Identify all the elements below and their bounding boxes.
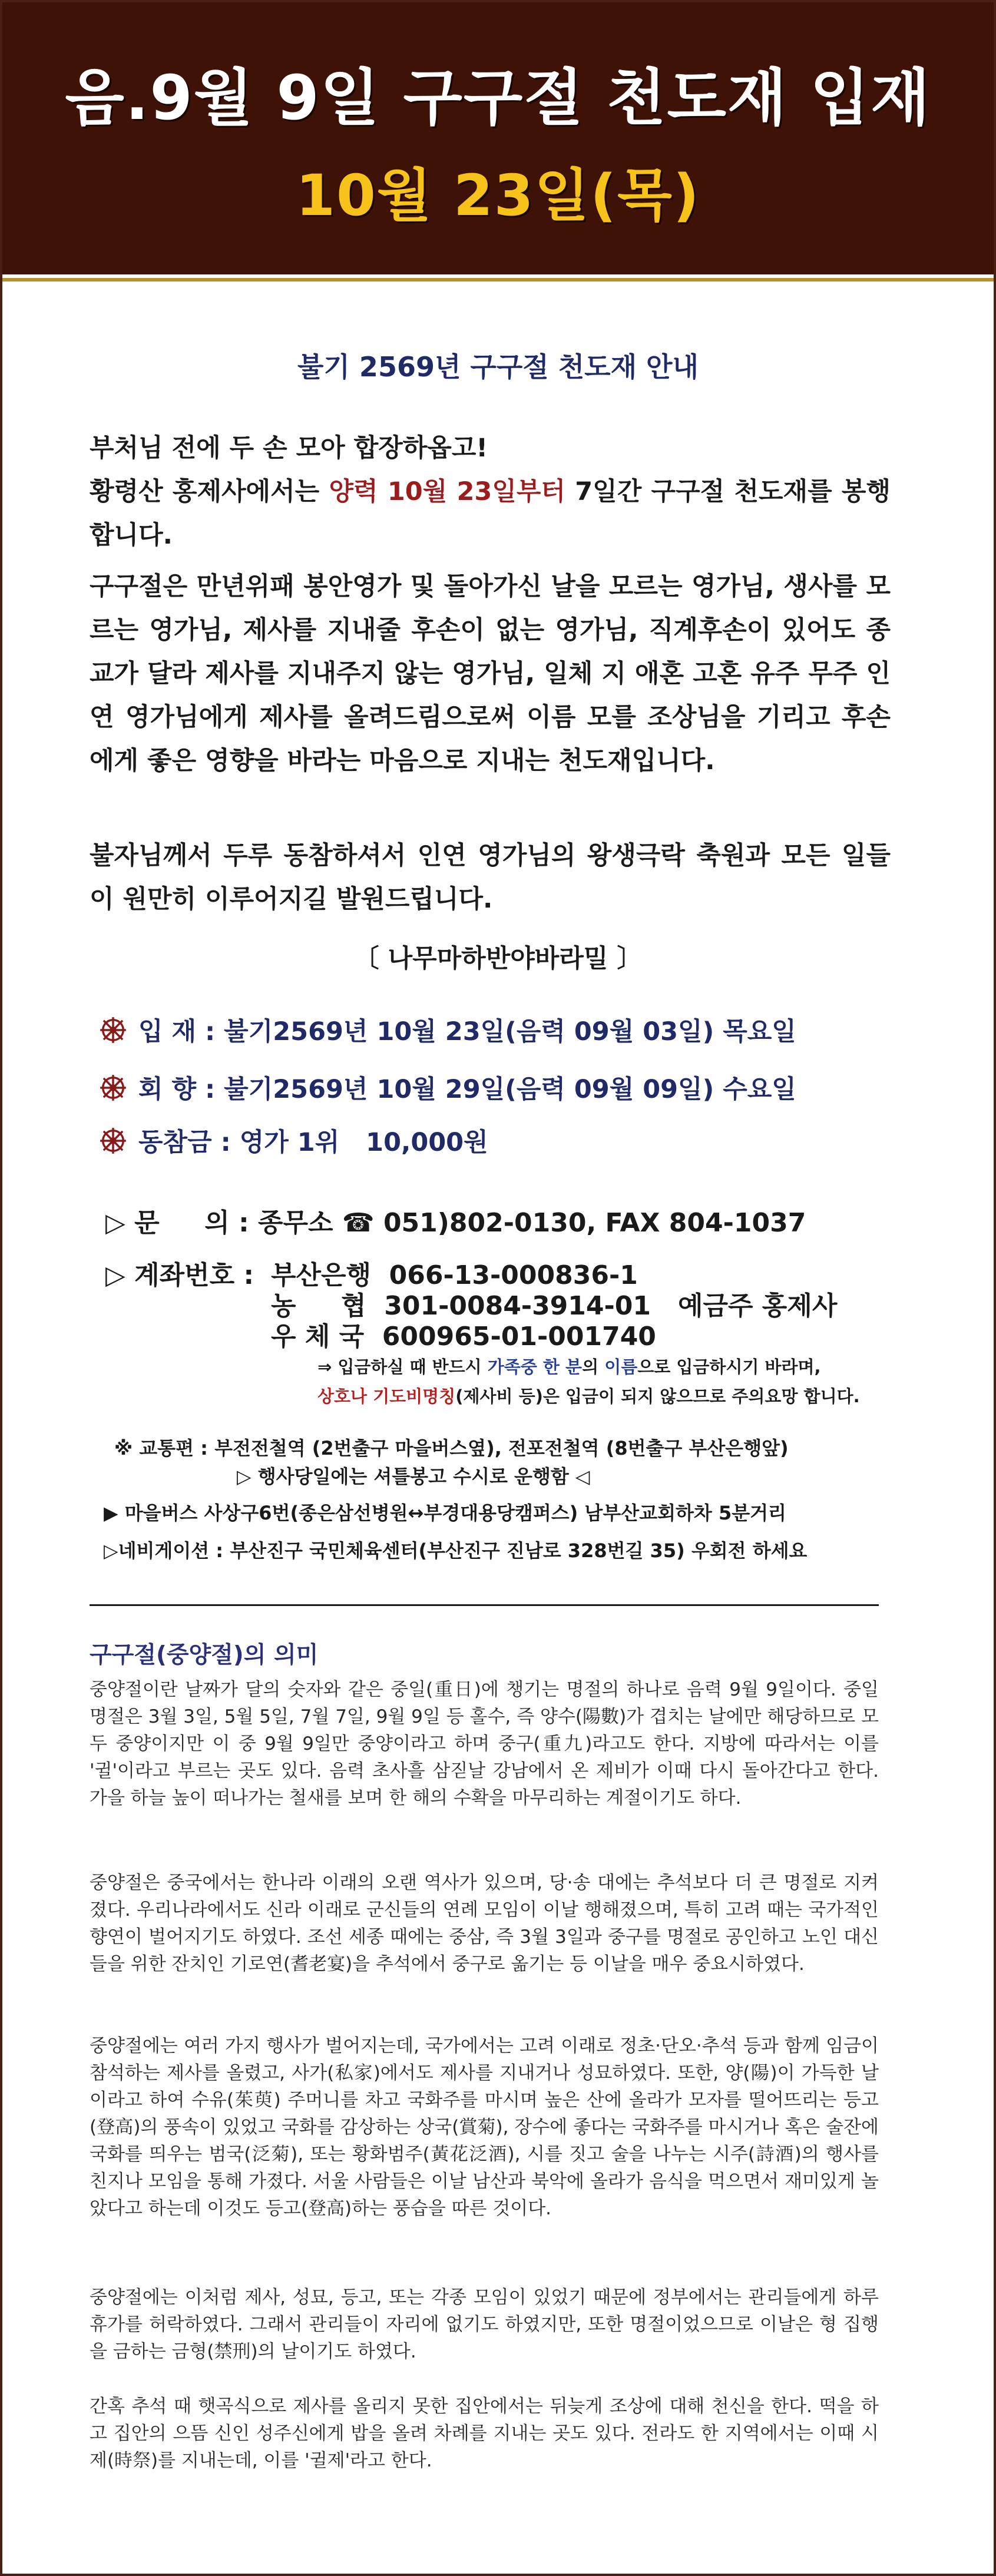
account-busan-bank: 부산은행 066-13-000836-1 xyxy=(271,1260,638,1290)
meaning-paragraph-1: 중양절이란 날짜가 달의 숫자와 같은 중일(重日)에 챙기는 명절의 하나로 음력 9월 9일이다. 중일 명절은 3월 3일, 5월 5일, 7월 7일, 9월 9일 등 홀수, 즉 양수(陽數)가 겹치는 날에만 해당하므로 모두 중양이지만 이 중 9월 9일만 중양이라고 하며 중구(重九)라고도 한다. 지방에 따라서는 이를 '귈'이라고 부르는 곳도 있다. 음력 초사흘 삼짇날 강남에서 온 제비가 이때 다시 돌아간다고 한다. 가을 하늘 높이 떠나가는 철새를 보며 한 해의 수확을 마무리하는 계절이기도 하다. xyxy=(90,1679,879,1809)
shuttle-line: ▷ 행사당일에는 셔틀봉고 수시로 운행함 ◁ xyxy=(237,1465,590,1488)
schedule-start-row xyxy=(100,1012,796,1048)
inquiry-line: ▷ 문 의 : 종무소 ☎ 051)802-0130, FAX 804-1037 xyxy=(105,1208,806,1238)
start-date-highlight: 양력 10월 23일부터 xyxy=(329,477,565,506)
meaning-paragraph-4: 중양절에는 이처럼 제사, 성묘, 등고, 또는 각종 모임이 있었기 때문에 정부에서는 관리들에게 하루 휴가를 허락하였다. 그래서 관리들이 자리에 없기도 하였지만, 또한 명절이었으므로 이날은 형 집행을 금하는 금형(禁刑)의 날이기도 하였다. xyxy=(90,2287,879,2362)
deposit-note-warning: 상호나 기도비명칭 xyxy=(317,1386,456,1406)
deposit-note-1 xyxy=(317,1354,821,1378)
greeting-paragraph xyxy=(90,426,891,557)
dharma-wheel-icon xyxy=(100,1017,127,1044)
header-divider xyxy=(2,278,994,282)
blessing-paragraph: 불자님께서 두루 동참하셔서 인연 영가님의 왕생극락 축원과 모든 일들이 원만히 이루어지길 발원드립니다. xyxy=(90,841,891,914)
transport-line: ※ 교통편 : 부전전철역 (2번출구 마을버스옆), 전포전철역 (8번출구 부산은행앞) xyxy=(114,1437,789,1459)
schedule-end-row xyxy=(100,1070,796,1105)
meaning-paragraph-3: 중양절에는 여러 가지 행사가 벌어지는데, 국가에서는 고려 이래로 정초·단오·추석 등과 함께 임금이 참석하는 제사를 올렸고, 사가(私家)에서도 제사를 지내거나 성묘하였다. 또한, 양(陽)이 가득한 날이라고 하여 수유(茱萸) 주머니를 차고 국화주를 마시며 높은 산에 올라가 모자를 떨어뜨리는 등고(登高)의 풍속이 있었고 국화를 감상하는 상국(賞菊), 장수에 좋다는 국화주를 마시거나 혹은 술잔에 국화를 띄우는 범국(泛菊), 또는 황화범주(黃花泛酒), 시를 짓고 술을 나누는 시주(詩酒)의 행사를 친지나 모임을 통해 가졌다. 서울 사람들은 이날 남산과 북악에 올라가 음식을 먹으면서 재미있게 놀았다고 하는데 이것도 등고(登高)하는 풍습을 따른 것이다. xyxy=(90,2035,879,2219)
meaning-paragraph-2: 중양절은 중국에서는 한나라 이래의 오랜 역사가 있으며, 당·송 대에는 추석보다 더 큰 명절로 지켜졌다. 우리나라에서도 신라 이래로 군신들의 연례 모임이 이날 행해졌으며, 특히 고려 때는 국가적인 향연이 벌어지기도 하였다. 조선 세종 때에는 중삼, 즉 3월 3일과 중구를 명절로 공인하고 노인 대신들을 위한 잔치인 기로연(耆老宴)을 추석에서 중구로 옮기는 등 이날을 매우 중요시하였다. xyxy=(90,1872,879,1975)
village-bus-line: ▶ 마을버스 사상구6번(종은삼선병원↔부경대용당캠퍼스) 남부산교회하차 5분거리 xyxy=(104,1502,786,1524)
schedule-end: 회 향 : 불기2569년 10월 29일(음력 09월 09일) 수요일 xyxy=(138,1075,796,1104)
description-paragraph: 구구절은 만년위패 봉안영가 및 돌아가신 날을 모르는 영가님, 생사를 모르는 영가님, 제사를 지내줄 후손이 없는 영가님, 직계후손이 있어도 종교가 달라 제사를 지내주지 않는 영가님, 일체 지 애혼 고혼 유주 무주 인연 영가님에게 제사를 올려드림으로써 이름 모를 조상님을 기리고 후손에게 좋은 영향을 바라는 마음으로 지내는 천도재입니다. xyxy=(90,572,891,776)
deposit-note-2 xyxy=(317,1383,860,1408)
deposit-note-family: 가족중 한 분 xyxy=(487,1357,583,1377)
deposit-note-name: 이름 xyxy=(604,1357,638,1377)
account-label: ▷ 계좌번호 : xyxy=(105,1260,254,1290)
dharma-wheel-icon xyxy=(100,1127,127,1154)
header-title: 음.9월 9일 구구절 천도재 입재 xyxy=(65,62,931,134)
fee-row xyxy=(100,1123,488,1158)
deposit-note-text: (제사비 등)은 입금이 되지 않으므로 주의요망 합니다. xyxy=(455,1386,860,1406)
deposit-note-text: 으로 입금하시기 바라며, xyxy=(637,1357,821,1377)
navigation-line: ▷네비게이션 : 부산진구 국민체육센터(부산진구 진남로 328번길 35) 우회전 하세요 xyxy=(104,1539,808,1562)
greeting-text-before: 황령산 홍제사에서는 xyxy=(90,477,329,506)
deposit-note-text: ⇒ 입금하실 때 반드시 xyxy=(317,1357,488,1377)
meaning-paragraph-5: 간혹 추석 때 햇곡식으로 제사를 올리지 못한 집안에서는 뒤늦게 조상에 대해 천신을 한다. 떡을 하고 집안의 으뜸 신인 성주신에게 밥을 올려 차례를 지내는 곳도 있다. 전라도 한 지역에서는 이때 시제(時祭)를 지내는데, 이를 '귈제'라고 한다. xyxy=(90,2396,879,2471)
header-date: 10월 23일(목) xyxy=(296,163,700,229)
mantra: 〔 나무마하반야바라밀 〕 xyxy=(353,944,643,974)
account-nonghyup: 농 협 301-0084-3914-01 예금주 홍제사 xyxy=(271,1291,838,1321)
section-divider xyxy=(90,1604,879,1606)
dharma-wheel-icon xyxy=(100,1074,127,1101)
participation-fee: 동참금 : 영가 1위 10,000원 xyxy=(138,1128,488,1157)
schedule-start: 입 재 : 불기2569년 10월 23일(음력 09월 03일) 목요일 xyxy=(138,1017,796,1047)
meaning-title: 구구절(중양절)의 의미 xyxy=(90,1642,319,1668)
deposit-note-text: 의 xyxy=(582,1357,605,1377)
account-post-office: 우 체 국 600965-01-001740 xyxy=(271,1322,656,1352)
notice-title: 불기 2569년 구구절 천도재 안내 xyxy=(297,351,699,383)
greeting-line: 부처님 전에 두 손 모아 합장하옵고! xyxy=(90,433,488,463)
header-banner xyxy=(2,2,994,274)
greeting-text-after: 7일간 구구절 천도재를 봉행합니다. xyxy=(90,477,891,550)
